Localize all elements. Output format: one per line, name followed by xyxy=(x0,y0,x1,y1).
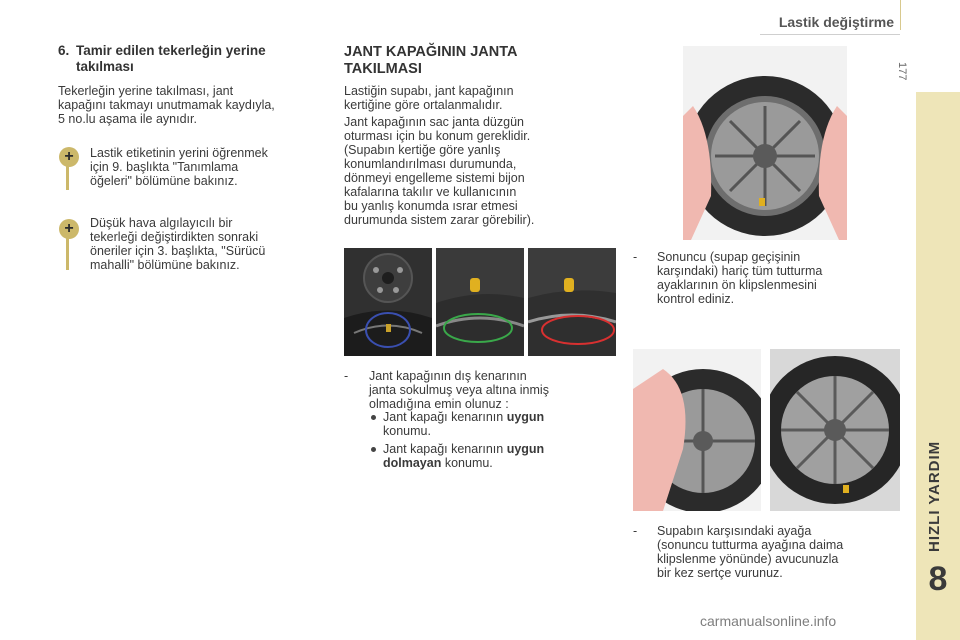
bullet-dot xyxy=(371,415,376,420)
para-line: bu yanlış konumda ısrar etmesi xyxy=(344,199,518,213)
bullet-bold: uygun xyxy=(506,410,545,424)
header-title: Lastik değiştirme xyxy=(778,14,894,30)
bullet-text: Jant kapağı kenarının xyxy=(383,410,507,424)
hubcap-valve-photo xyxy=(344,248,432,356)
note-line: öneriler için 3. başlıkta, "Sürücü xyxy=(90,244,266,258)
para-line: Lastiğin supabı, jant kapağının xyxy=(344,84,514,98)
para-line: dönmeyi engelleme sistemi bijon xyxy=(344,171,525,185)
note-line: için 9. başlıkta "Tanımlama xyxy=(90,160,239,174)
chapter-number: 8 xyxy=(928,560,948,598)
bullet-bold: dolmayan xyxy=(383,456,442,470)
note-line: tekerleği değiştirdikten sonraki xyxy=(90,230,259,244)
wheel-fitted-photo xyxy=(770,349,900,511)
note-line: mahalli" bölümüne bakınız. xyxy=(90,258,240,272)
jant-title-line1: JANT KAPAĞININ JANTA xyxy=(344,44,518,60)
para-line: Jant kapağının sac janta düzgün xyxy=(344,115,524,129)
body-line: kapağını takmayı unutmamak kaydıyla, xyxy=(58,98,275,112)
para-line: (Supabın kertiğe göre yanlış xyxy=(344,143,501,157)
page-number: 177 xyxy=(896,62,908,81)
item1-text xyxy=(657,250,897,306)
jant-title-line2: TAKILMASI xyxy=(344,61,422,77)
item-line: Supabın karşısındaki ayağa xyxy=(657,524,812,538)
section-6-heading xyxy=(58,43,328,75)
plus-icon: + xyxy=(59,147,79,167)
bullet-text: Jant kapağı kenarının xyxy=(383,442,507,456)
note-1-text xyxy=(90,146,330,188)
bullet-text: konumu. xyxy=(441,456,493,470)
jant-para1 xyxy=(344,84,604,112)
check-line: Jant kapağının dış kenarının xyxy=(369,369,527,383)
correct-position-photo xyxy=(436,248,524,356)
check-dash: - xyxy=(344,369,349,383)
header-vertical-divider xyxy=(900,0,901,30)
item-line: (sonuncu tutturma ayağına daima xyxy=(657,538,844,552)
check-line: janta sokulmuş veya altına inmiş xyxy=(369,383,549,397)
section-title-line1: Tamir edilen tekerleğin yerine xyxy=(76,43,266,58)
hand-strike-photo xyxy=(633,349,761,511)
item-line: karşındaki) hariç tüm tutturma xyxy=(657,264,823,278)
chapter-side-band xyxy=(916,92,960,640)
bullet-incorrect xyxy=(383,442,613,470)
para-line: oturması için bu konum gereklidir. xyxy=(344,129,531,143)
note-accent-bar xyxy=(66,234,69,270)
bullet-dot xyxy=(371,447,376,452)
item-line: klipslenme yönünde) avucunuzla xyxy=(657,552,839,566)
section-label: HIZLI YARDIM xyxy=(926,440,943,552)
item-line: kontrol ediniz. xyxy=(657,292,735,306)
bullet-correct xyxy=(383,410,613,438)
note-line: Lastik etiketinin yerini öğrenmek xyxy=(90,146,268,160)
item2-dash: - xyxy=(633,524,638,538)
plus-icon: + xyxy=(59,219,79,239)
jant-heading xyxy=(344,44,604,78)
section-6-body xyxy=(58,84,338,126)
section-title-line2: takılması xyxy=(76,59,134,74)
para-line: kertiğine göre ortalanmalıdır. xyxy=(344,98,503,112)
section-number: 6. xyxy=(58,43,70,58)
body-line: 5 no.lu aşama ile aynıdır. xyxy=(58,112,197,126)
check-line: olmadığına emin olunuz : xyxy=(369,397,509,411)
body-line: Tekerleğin yerine takılması, jant xyxy=(58,84,234,98)
hands-wheel-photo xyxy=(683,46,847,240)
note-line: öğeleri" bölümüne bakınız. xyxy=(90,174,238,188)
jant-para2 xyxy=(344,115,604,227)
bullet-bold: uygun xyxy=(506,442,545,456)
item-line: Sonuncu (supap geçişinin xyxy=(657,250,801,264)
note-2-text xyxy=(90,216,330,272)
item1-dash: - xyxy=(633,250,638,264)
para-line: konumlandırılması durumunda, xyxy=(344,157,517,171)
watermark: carmanualsonline.info xyxy=(700,613,837,629)
incorrect-position-photo xyxy=(528,248,616,356)
item-line: ayaklarının ön klipslenmesini xyxy=(657,278,817,292)
para-line: durumunda sistem zarar görebilir). xyxy=(344,213,535,227)
item2-text xyxy=(657,524,907,580)
para-line: kafalarına takılır ve kullanıcının xyxy=(344,185,517,199)
note-line: Düşük hava algılayıcılı bir xyxy=(90,216,233,230)
check-text xyxy=(369,369,609,411)
bullet-line2: konumu. xyxy=(383,424,431,438)
item-line: bir kez sertçe vurunuz. xyxy=(657,566,783,580)
header-divider xyxy=(760,34,900,35)
